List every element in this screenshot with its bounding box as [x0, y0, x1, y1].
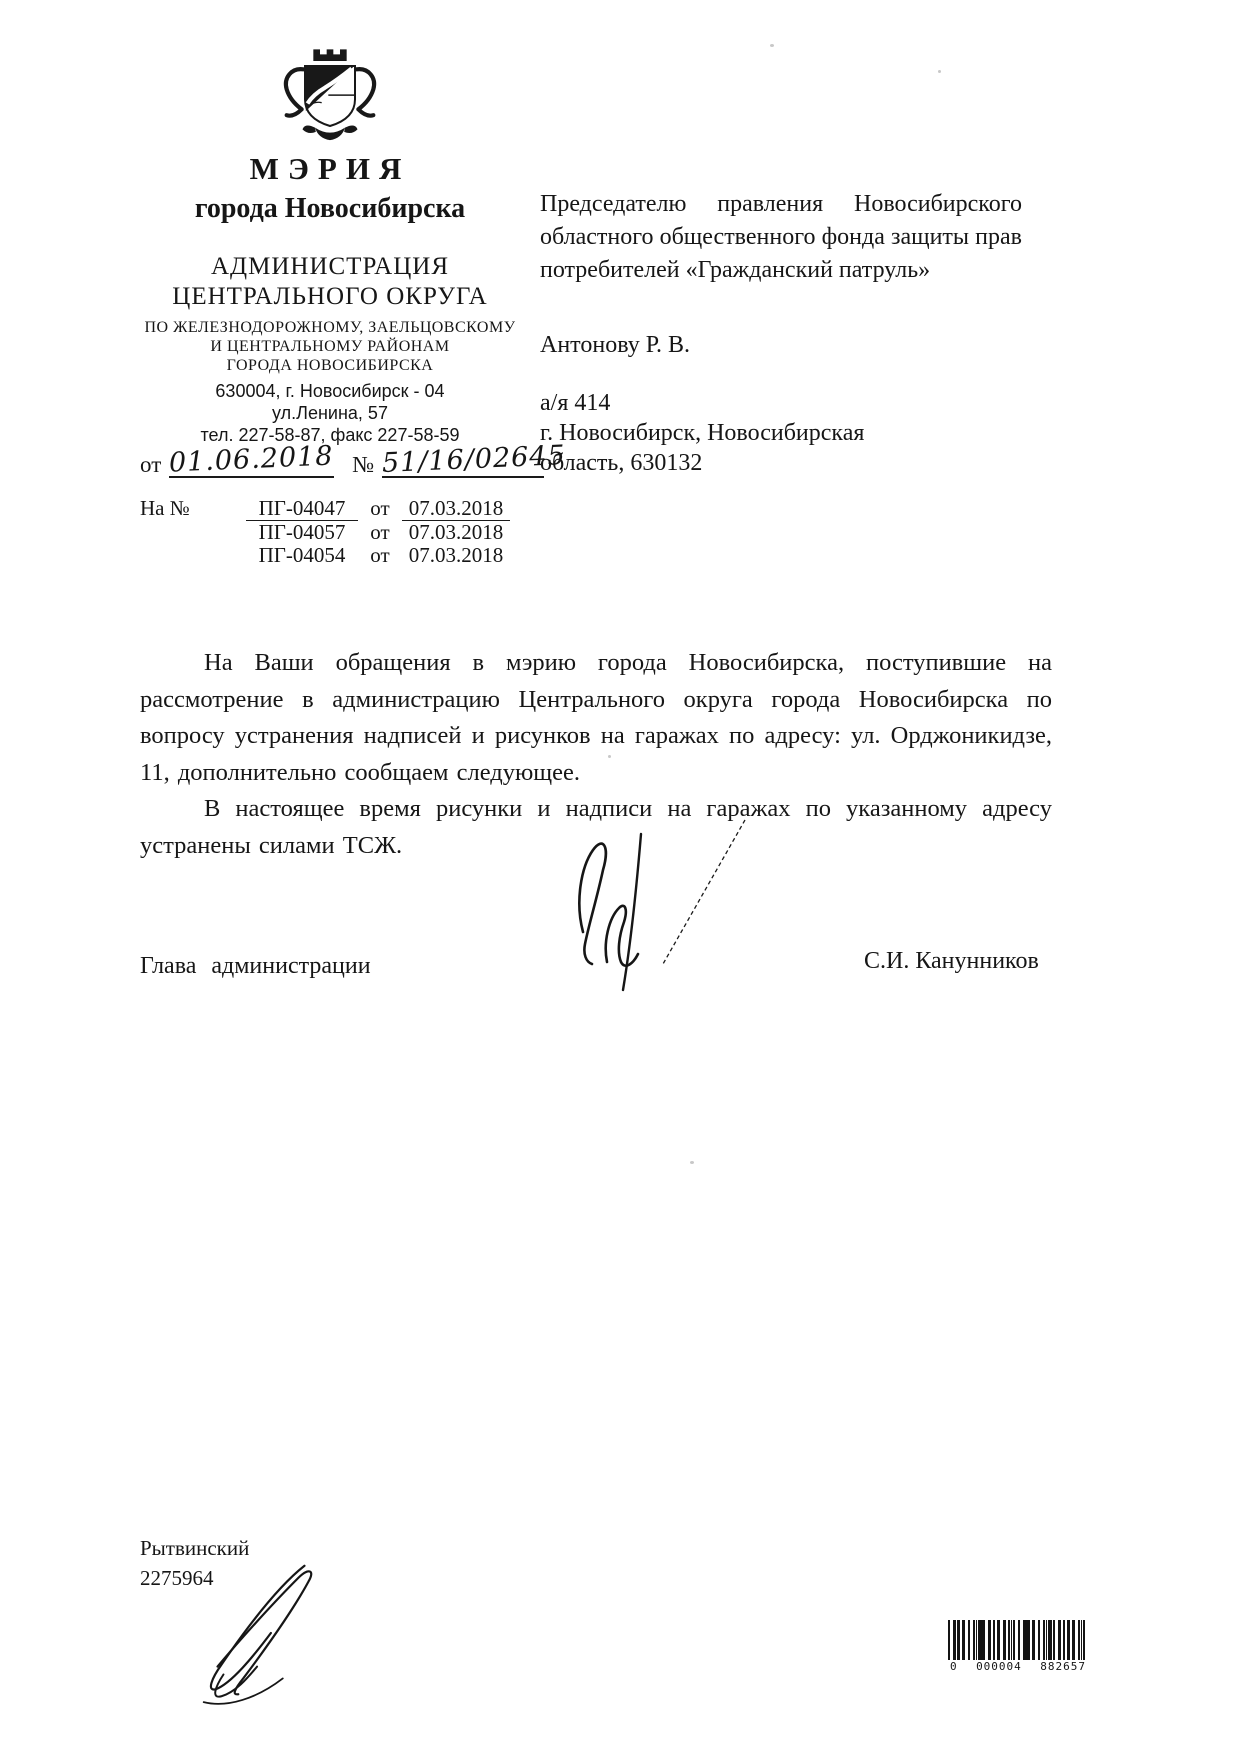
- scan-speck: [690, 1161, 694, 1164]
- division-line3: ПО ЖЕЛЕЗНОДОРОЖНОМУ, ЗАЕЛЬЦОВСКОМУ: [144, 319, 516, 336]
- scan-speck: [608, 755, 611, 758]
- postal-address-line2: ул.Ленина, 57: [272, 403, 388, 423]
- handwritten-date: 01.06.2018: [168, 440, 335, 479]
- barcode-digits: 0 000004 882657: [950, 1660, 1086, 1673]
- outgoing-number-field: [381, 440, 567, 479]
- addressee-name: Антонову Р. В.: [540, 332, 691, 358]
- body-paragraph-2: В настоящее время рисунки и надписи на гаражах по указанному адресу устранены силами ТСЖ.: [140, 795, 1052, 859]
- incoming-ref-date: 07.03.2018: [408, 543, 504, 567]
- outgoing-number-label: №: [352, 452, 375, 477]
- addressee-po-box: а/я 414: [540, 390, 611, 416]
- org-name-line1: МЭРИЯ: [249, 151, 411, 186]
- outgoing-reference-line: [140, 440, 567, 479]
- postal-address-line1: 630004, г. Новосибирск - 04: [215, 381, 445, 401]
- incoming-ref-number: ПГ-04057: [258, 520, 346, 544]
- contact-phones: тел. 227-58-87, факс 227-58-59: [200, 425, 460, 445]
- incoming-ref-from-label: от: [370, 496, 390, 520]
- executor-phone: 2275964: [140, 1566, 214, 1590]
- incoming-ref-label: На №: [140, 496, 190, 520]
- signer-name: С.И. Канунников: [864, 948, 1039, 974]
- handwritten-number: 51/16/02645: [381, 440, 567, 479]
- scan-speck: [770, 44, 774, 47]
- outgoing-date-label: от: [140, 452, 162, 477]
- outgoing-date-field: [168, 440, 335, 479]
- registration-barcode: [948, 1620, 1088, 1673]
- incoming-ref-row: [140, 497, 510, 521]
- executor-signature-icon: [182, 1548, 342, 1716]
- incoming-ref-date: 07.03.2018: [402, 497, 510, 521]
- incoming-references: [140, 497, 510, 567]
- scan-speck: [938, 70, 941, 73]
- executor-name: Рытвинский: [140, 1536, 250, 1560]
- body-paragraph-1: На Ваши обращения в мэрию города Новосибирска, поступившие на рассмотрение в администрацию Центрального округа города Новосибирска по вопросу устранения надписей и рисунков на гаражах по адресу: ул. Орджоникидзе, 11, дополнительно сообщаем следующее.: [140, 649, 1052, 786]
- incoming-ref-row: [140, 544, 510, 567]
- head-signature-icon: [545, 812, 755, 997]
- barcode-bars: [948, 1620, 1088, 1660]
- division-line5: ГОРОДА НОВОСИБИРСКА: [226, 357, 434, 374]
- letterhead: [118, 46, 542, 446]
- division-line2: ЦЕНТРАЛЬНОГО ОКРУГА: [172, 283, 488, 310]
- signer-position: Глава администрации: [140, 953, 371, 979]
- division-line4: И ЦЕНТРАЛЬНОМУ РАЙОНАМ: [210, 338, 450, 355]
- incoming-ref-from-label: от: [370, 520, 390, 544]
- incoming-ref-date: 07.03.2018: [408, 520, 504, 544]
- addressee-city-line2: область, 630132: [540, 450, 703, 476]
- incoming-ref-number: ПГ-04054: [258, 543, 346, 567]
- org-name-line2: города Новосибирска: [194, 193, 466, 224]
- novosibirsk-coat-of-arms-icon: [271, 46, 389, 146]
- addressee-position: Председателю правления Новосибирского областного общественного фонда защиты прав потребителей «Гражданский патруль»: [540, 191, 1022, 283]
- addressee-city-line1: г. Новосибирск, Новосибирская: [540, 420, 865, 446]
- division-line1: АДМИНИСТРАЦИЯ: [211, 253, 449, 280]
- incoming-ref-from-label: от: [370, 543, 390, 567]
- addressee-block: [540, 188, 1022, 478]
- incoming-ref-number: ПГ-04047: [246, 497, 358, 521]
- incoming-ref-row: [140, 521, 510, 544]
